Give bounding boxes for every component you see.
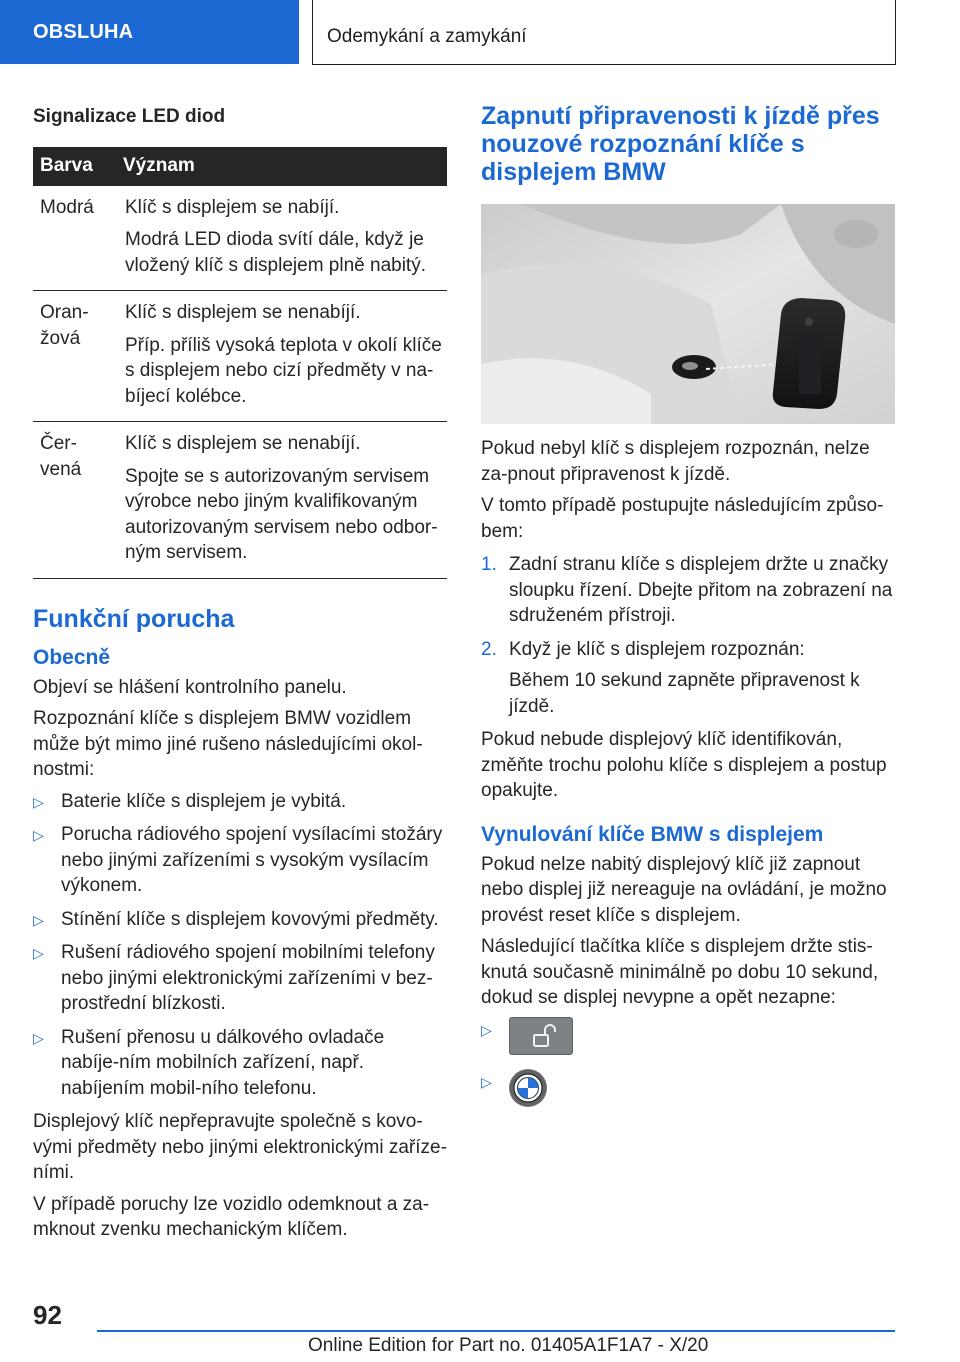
list-item: ▷ Rušení přenosu u dálkového ovladače nabíje-ním mobilních zařízení, např. nabíjením mobil-ního telefonu. <box>33 1026 385 1099</box>
cell-color: Modrá <box>33 186 113 291</box>
emergency-start-heading: Zapnutí připravenosti k jízdě přes nouzové rozpoznání klíče s displejem BMW <box>481 102 880 186</box>
table-row <box>33 291 447 422</box>
triangle-bullet-icon: ▷ <box>33 945 44 961</box>
key-button-list <box>481 1017 895 1113</box>
triangle-bullet-icon: ▷ <box>33 911 44 928</box>
list-item: ▷ Stínění klíče s displejem kovovými předměty. <box>33 907 447 933</box>
paragraph: V tomto případě postupujte následujícím způso-bem: <box>481 495 884 542</box>
led-table <box>33 147 447 579</box>
step-number: 2. <box>481 638 497 660</box>
general-heading: Obecně <box>33 645 111 669</box>
list-item: ▷ Rušení rádiového spojení mobilními telefony nebo jinými elektronickými zařízeními v bez-prostřední blízkosti. <box>33 942 435 1014</box>
cell-meaning: Klíč s displejem se nenabíjí. Spojte se s autorizovaným servisem výrobce nebo jiným kvalifikovaným autorizovaným servisem nebo odbor-ným servisem. <box>113 422 447 579</box>
triangle-bullet-icon: ▷ <box>33 1029 44 1046</box>
step-number: 1. <box>481 554 497 575</box>
paragraph: Pokud nelze nabitý displejový klíč již zapnout nebo displej již nereaguje na ovládání, je možno provést reset klíče s displejem. <box>481 853 887 926</box>
paragraph: Displejový klíč nepřepravujte společně s kovo-vými předměty nebo jinými elektronickými zaříze-ními. <box>33 1111 447 1183</box>
footer-edition: Online Edition for Part no. 01405A1F1A7 - X/20 <box>308 1335 709 1356</box>
bullet-list <box>33 789 447 1102</box>
section-tab: OBSLUHA <box>0 0 299 64</box>
triangle-bullet-icon: ▷ <box>481 1021 492 1038</box>
page-number: 92 <box>33 1300 62 1330</box>
cell-meaning: Klíč s displejem se nabíjí. Modrá LED dioda svítí dále, když je vložený klíč s displejem plně nabitý. <box>113 186 447 291</box>
header-rule <box>312 64 896 65</box>
list-item <box>481 1069 895 1113</box>
steps-list <box>481 552 895 719</box>
triangle-bullet-icon: ▷ <box>33 827 44 843</box>
led-table-heading: Signalizace LED diod <box>33 106 226 127</box>
table-row <box>33 186 447 291</box>
steering-column-key-photo <box>481 204 895 424</box>
fault-heading: Funkční porucha <box>33 604 235 633</box>
list-item <box>481 1017 895 1061</box>
left-column <box>33 100 447 1249</box>
table-row <box>33 422 447 579</box>
list-item: ▷ Baterie klíče s displejem je vybitá. <box>33 789 447 815</box>
cell-meaning: Klíč s displejem se nenabíjí. Příp. příliš vysoká teplota v okolí klíče s displejem nebo cizí předměty v na-bíjecí kolébce. <box>113 291 447 422</box>
triangle-bullet-icon: ▷ <box>33 793 44 810</box>
list-item: ▷ Porucha rádiového spojení vysílacími stožáry nebo jinými zařízeními s vysokým vysílacím výkonem. <box>33 824 443 896</box>
bmw-logo-button-icon <box>509 1069 547 1107</box>
paragraph: Pokud nebyl klíč s displejem rozpoznán, nelze za-pnout připravenost k jízdě. <box>481 438 870 485</box>
paragraph: Následující tlačítka klíče s displejem držte stis-knutá současně minimálně po dobu 10 sekund, dokud se displej nevypne a opět nezapne: <box>481 936 879 1008</box>
triangle-bullet-icon: ▷ <box>481 1073 492 1090</box>
header-divider <box>312 0 313 64</box>
list-item: 1. Zadní stranu klíče s displejem držte u značky sloupku řízení. Dbejte přitom na zobrazení na sdruženém přístroji. <box>481 554 893 626</box>
paragraph: Rozpoznání klíče s displejem BMW vozidlem může být mimo jiné rušeno následujícími okol-nostmi: <box>33 708 423 780</box>
list-item: 2. Když je klíč s displejem rozpoznán: Během 10 sekund zapněte připravenost k jízdě. <box>481 638 860 717</box>
unlock-key-button-icon <box>509 1017 573 1055</box>
paragraph: Pokud nebude displejový klíč identifikován, změňte trochu polohu klíče s displejem a postup opakujte. <box>481 729 887 801</box>
header-divider-right <box>895 0 896 65</box>
paragraph: Objeví se hlášení kontrolního panelu. <box>33 676 347 698</box>
paragraph: V případě poruchy lze vozidlo odemknout a za-mknout zvenku mechanickým klíčem. <box>33 1193 430 1240</box>
cell-color: Oran-žová <box>33 291 113 422</box>
page-title: Odemykání a zamykání <box>327 26 527 47</box>
reset-heading: Vynulování klíče BMW s displejem <box>481 822 824 846</box>
col-header-color: Barva <box>33 147 113 186</box>
cell-color: Čer-vená <box>33 422 113 579</box>
right-column <box>481 102 895 1121</box>
footer-rule <box>97 1330 895 1332</box>
col-header-meaning: Význam <box>113 147 447 186</box>
